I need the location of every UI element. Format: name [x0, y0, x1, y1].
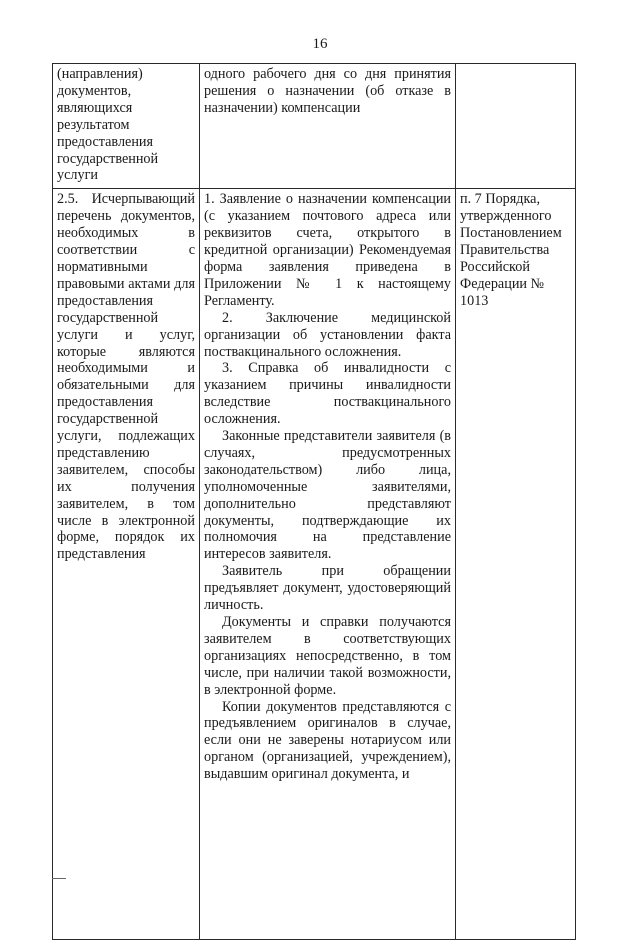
paragraph: 3. Справка об инвалидности с указанием причины инвалидности вследствие поствакцинального осложнения.: [204, 360, 451, 428]
paragraph: Законные представители заявителя (в случаях, предусмотренных законодательством) либо лица, уполномоченные заявителями, дополнительно представляют документы, подтверждающие их полномочия на представление интересов заявителя.: [204, 428, 451, 563]
paragraph: 2. Заключение медицинской организации об установлении факта поствакцинального осложнения.: [204, 309, 451, 360]
cell-text: (направления) документов, являющихся результатом предоставления государственной услуги: [57, 66, 159, 184]
paragraph: 1. Заявление о назначении компенсации (с указанием почтового адреса или реквизитов счета, открытого в кредитной организации) Рекомендуемая форма заявления приведена в Приложении № 1 к настоящему Регламенту.: [204, 191, 451, 309]
cell-legal-basis: [456, 189, 576, 940]
cell-text: 2.5. Исчерпывающий перечень документов, необходимых в соответствии с нормативными правовыми актами для предоставления государственной услуги и услуг, которые являются необходимыми и обязательными для предоставления государственной услуги, подлежащих представлению заявителем, способы их получения заявителем, в том числе в электронной форме, порядок их представления: [57, 191, 195, 563]
paragraph: Документы и справки получаются заявителем в соответствующих организациях непосредственно, в том числе, при наличии такой возможности, в электронной форме.: [204, 614, 451, 698]
cell-content: [200, 64, 456, 189]
regulation-table: [52, 63, 576, 940]
cell-text: одного рабочего дня со дня принятия решения о назначении (об отказе в назначении) компенсации: [204, 66, 451, 116]
cell-requirement: [53, 189, 200, 940]
paragraph: Заявитель при обращении предъявляет документ, удостоверяющий личность.: [204, 563, 451, 614]
cell-content: [200, 189, 456, 940]
page-number: 16: [312, 36, 328, 52]
paragraph: Копии документов представляются с предъявлением оригиналов в случае, если они не заверены нотариусом или органом (организацией, учреждением), выдавшим оригинал документа, и: [204, 698, 451, 783]
cell-text: п. 7 Порядка, утвержденного Постановлением Правительства Российской Федерации № 1013: [460, 191, 562, 309]
cell-legal-basis: [456, 64, 576, 189]
table-row: [53, 189, 576, 940]
cell-requirement: [53, 64, 200, 189]
table-row: [53, 64, 576, 189]
scan-mark: [52, 878, 66, 879]
